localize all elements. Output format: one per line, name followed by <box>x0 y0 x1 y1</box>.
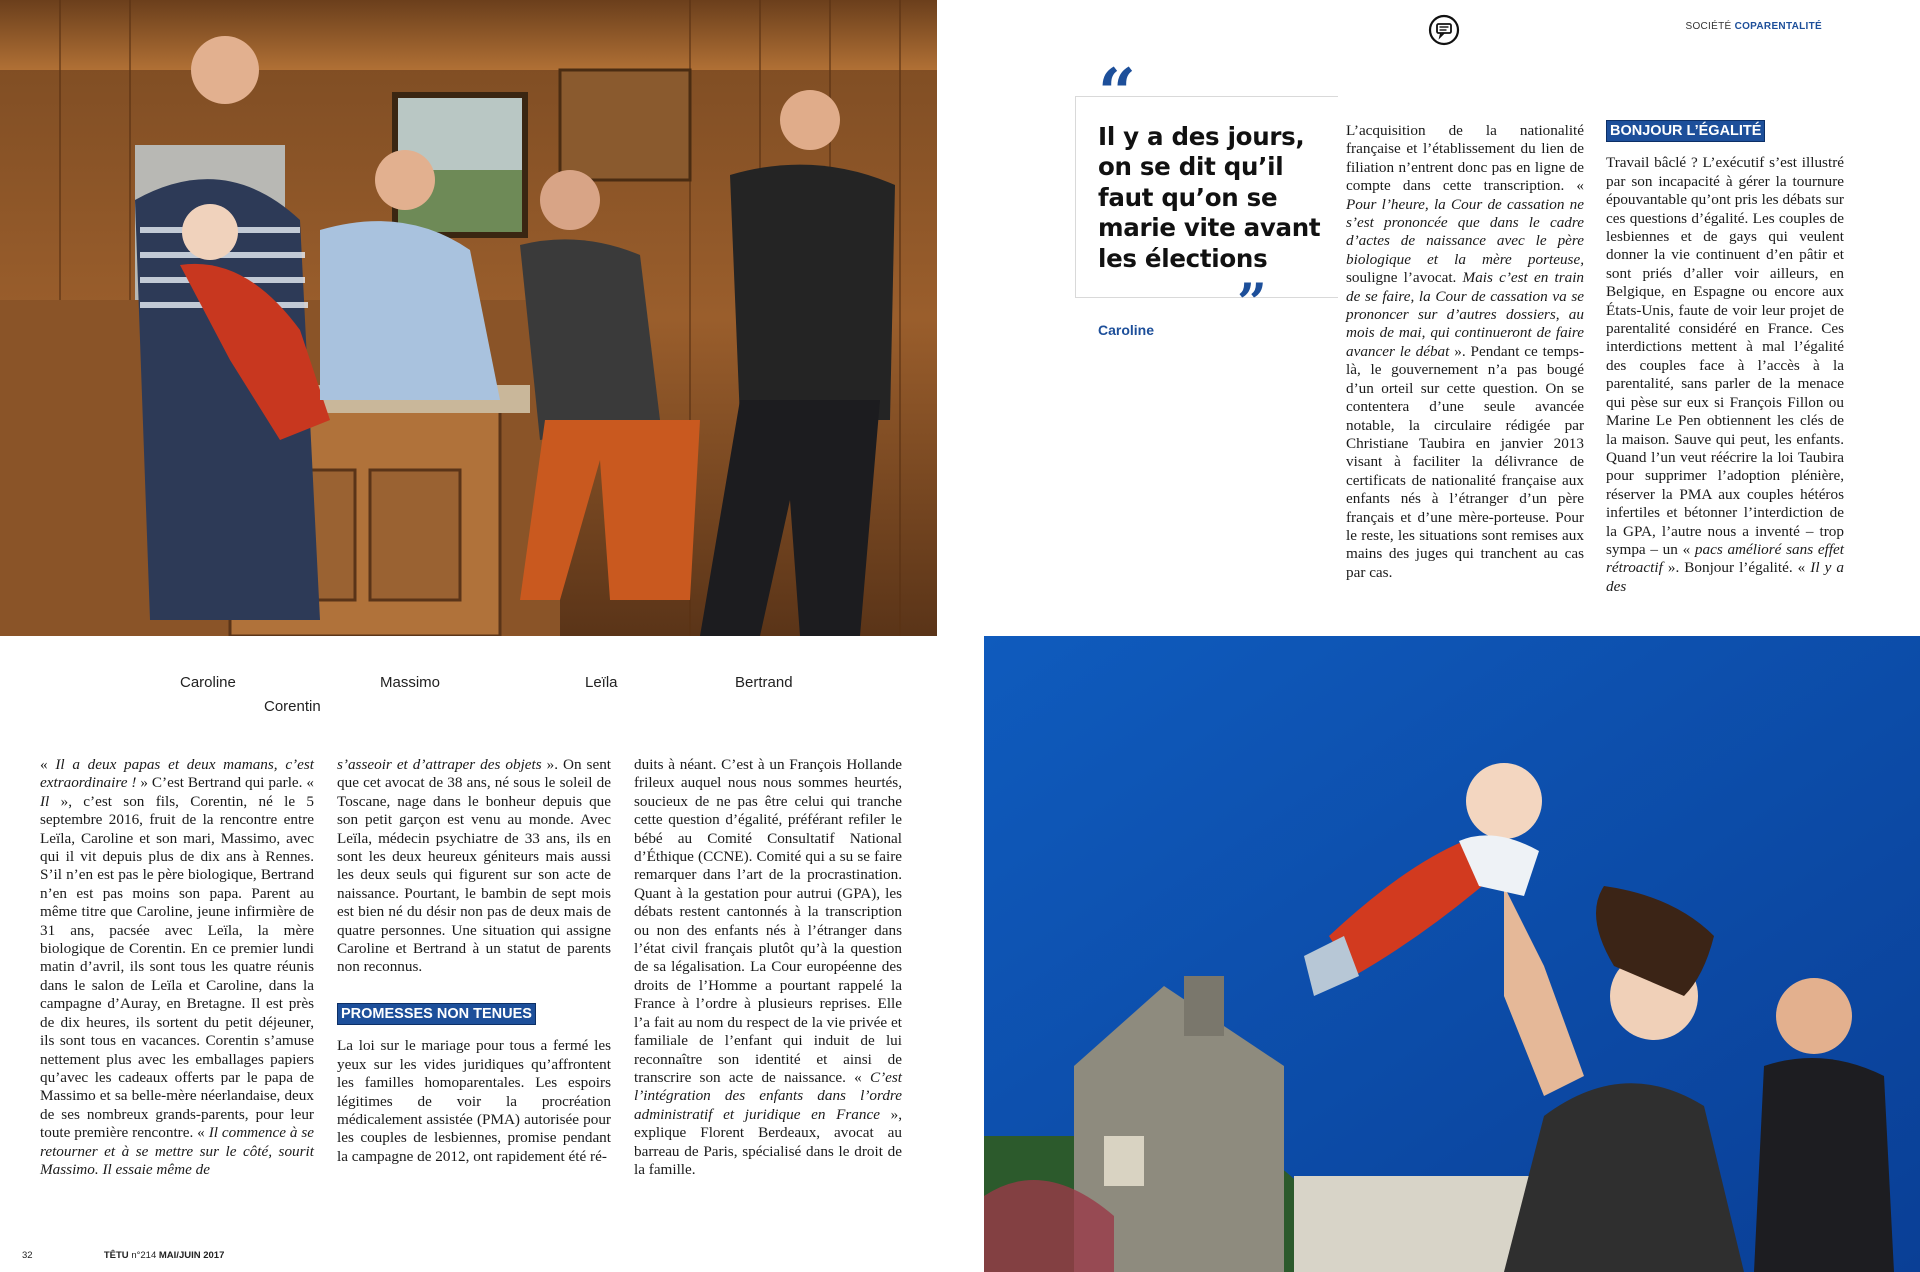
section-header <box>1685 21 1822 32</box>
caption-massimo: Massimo <box>380 674 441 691</box>
subhead-promesses-non-tenues: PROMESSES NON TENUES <box>337 1003 536 1025</box>
caption-caroline: Caroline <box>180 674 236 691</box>
pull-quote-author: Caroline <box>1098 322 1155 338</box>
article-column-left-2: s’asseoir et d’attraper des objets ». On sent que cet avocat de 38 ans, né sous le soleil de Toscane, nage dans le bonheur depuis que son petit garçon est venu au monde. Avec Leïla, médecin psychiatre de 33 ans, ils en sont les deux heureux géniteurs mais aussi les deux seuls qui figurent sur son acte de naissance. Pourtant, le bambin de sept mois est bien né du désir non pas de deux mais de quatre personnes. Une situation qui assigne Caroline et Bertrand à un statut de parents non reconnus. PROMESSES NON TENUES La loi sur le mariage pour tous a fermé les yeux sur les vides juridiques qu’affrontent les familles homoparentales. Les espoirs légitimes de voir la procréation médicalement assistée (PMA) autorisée pour les couples de lesbiennes, promise pendant la campagne de 2012, ont rapidement été ré- <box>337 756 612 1165</box>
caption-leila: Leïla <box>585 674 618 691</box>
section-label: SOCIÉTÉ <box>1685 21 1732 32</box>
kitchen-photo-illustration <box>0 0 937 636</box>
pull-quote-text: Il y a des jours, on se dit qu’il faut qu’on se marie vite avant les élections <box>1098 122 1321 273</box>
issue-number: n°214 <box>131 1250 157 1261</box>
page-folio <box>22 1250 224 1261</box>
outdoor-family-photo <box>984 636 1920 1272</box>
kitchen-family-photo <box>0 0 937 636</box>
caption-corentin: Corentin <box>264 698 321 715</box>
open-quote-mark: “ <box>1098 54 1136 132</box>
close-quote-mark: ” <box>1237 273 1267 334</box>
subhead-bonjour-egalite: BONJOUR L’ÉGALITÉ <box>1606 120 1765 142</box>
outdoor-photo-illustration <box>984 636 1920 1272</box>
caption-bertrand: Bertrand <box>735 674 793 691</box>
article-column-right-1: L’acquisition de la nationalité française et l’établissement du lien de filiation n’entrent donc pas en ligne de compte dans cette transcription. « Pour l’heure, la Cour de cassation ne s’est prononcée que dans le cadre d’actes de naissance avec le père biologique et la mère porteuse, souligne l’avocat. Mais c’est en train de se faire, la Cour de cassation va se prononcer sur d’autres dossiers, au mois de mai, qui continueront de faire avancer le débat ». Pendant ce temps-là, le gouvernement n’a pas bougé d’un orteil sur cette question. On se contentera d’une seule avancée notable, la circulaire rédigée par Christiane Taubira en janvier 2013 visant à faciliter la délivrance de certificats de nationalité française aux enfants nés à l’étranger d’un père français et d’une mère-porteuse. Pour le reste, les situations sont remises aux mains des juges qui tranchent au cas par cas. <box>1346 122 1585 581</box>
article-column-left-1: « Il a deux papas et deux mamans, c’est extraordinaire ! » C’est Bertrand qui parle. « Il », c’est son fils, Corentin, né le 5 septembre 2016, fruit de la rencontre entre Leïla, Caroline et son mari, Massimo, avec qui il vit depuis plus de dix ans à Rennes. S’il n’en est pas le père biologique, Bertrand n’en est pas moins son papa. Parent au même titre que Caroline, jeune infirmière de 31 ans, pacsée avec Leïla, la mère biologique de Corentin. En ce premier lundi matin d’avril, ils sont tous les quatre réunis dans le salon de Leïla et Caroline, dans la campagne d’Auray, en Bretagne. Il est près de dix heures, ils sortent du petit déjeuner, ils sont tous en vacances. Corentin s’amuse nettement plus avec les emballages papiers qu’avec les cadeaux offerts par le papa de Massimo et sa belle-mère néerlandaise, deux de ses nombreux grands-parents, pour leur toute première rencontre. « Il commence à se retourner et à se mettre sur le côté, sourit Massimo. Il essaie même de <box>40 756 315 1178</box>
magazine-name: TÊTU <box>103 1250 129 1261</box>
page-number: 32 <box>22 1250 33 1261</box>
chat-bubble-icon <box>1428 14 1460 46</box>
article-column-right-2: BONJOUR L’ÉGALITÉ Travail bâclé ? L’exécutif s’est illustré par son incapacité à gérer la tournure épouvantable qu’ont pris les débats sur ces questions d’égalité. Les couples de lesbiennes et de gays qui veulent donner la vie continuent d’en pâtir et sont priés d’aller voir ailleurs, en Belgique, en Espagne ou encore aux États-Unis, faute de voir leur projet de parentalité considéré en France. Ces interdictions mettent à mal l’égalité des couples face à l’accès à la parentalité, sans parler de la menace qui pèse sur eux si François Fillon ou Marine Le Pen obtiennent les clés de la maison. Sauve qui peut, les enfants. Quand l’un veut réécrire la loi Taubira pour supprimer l’adoption plénière, réserver la PMA aux couples hétéros infertiles et bétonner l’interdiction de la GPA, l’autre nous a inventé – trop sympa – un « pacs amélioré sans effet rétroactif ». Bonjour l’égalité. « Il y a des <box>1606 120 1844 596</box>
article-column-left-3: duits à néant. C’est à un François Hollande frileux auquel nous nous sommes heurtés, soucieux de ne pas être celui qui tranche cette question d’égalité, préférant refiler le bébé au Comité Consultatif National d’Éthique (CCNE). Comité qui a su se faire remarquer dans l’art de la procrastination. Quant à la gestation pour autrui (GPA), les débats restent cantonnés à la transcription ou non des enfants nés à l’étranger dans l’état civil français plutôt qu’à la question de sa légalisation. La Cour européenne des droits de l’Homme a pourtant rappelé la France à l’ordre à plusieurs reprises. Elle l’a fait au nom du respect de la vie privée et familiale de l’enfant qui induit de lui reconnaître son identité et ainsi de transcrire son acte de naissance. « C’est l’intégration des enfants dans l’ordre administratif et juridique en France », explique Florent Berdeaux, avocat au barreau de Paris, spécialisé dans le droit de la famille. <box>634 756 902 1178</box>
section-topic: COPARENTALITÉ <box>1734 21 1822 32</box>
issue-date: MAI/JUIN 2017 <box>158 1250 225 1261</box>
